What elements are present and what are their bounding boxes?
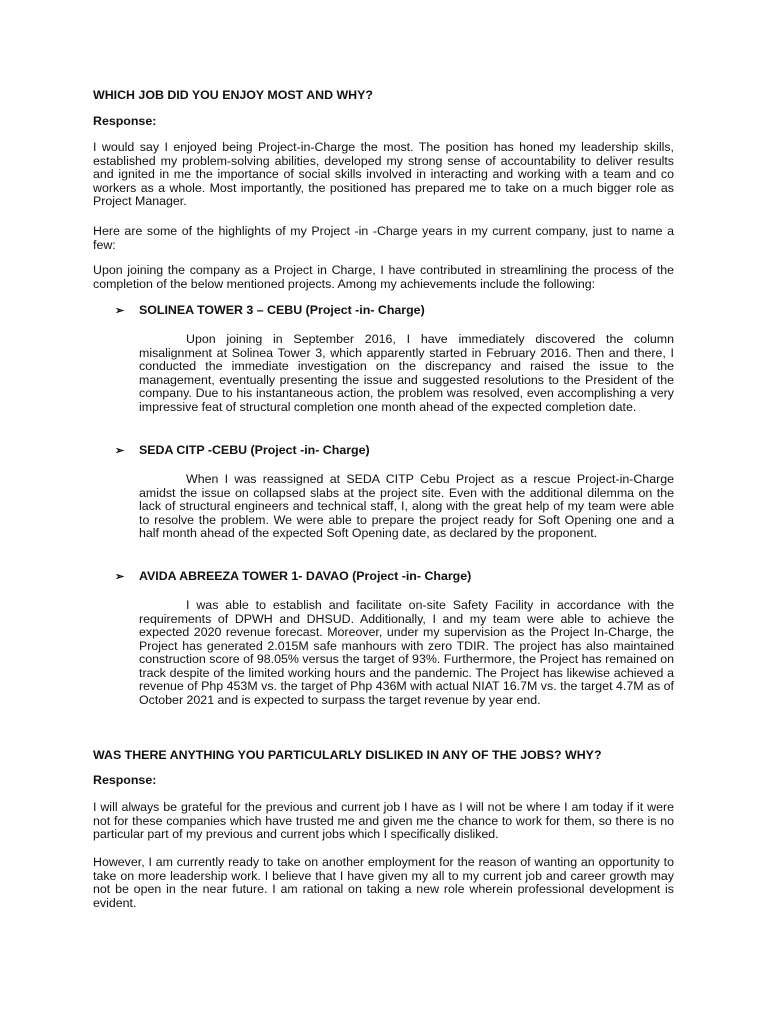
paragraph-intro: I would say I enjoyed being Project-in-Charge the most. The position has honed my leadership skills, established my problem-solving abilities, developed my strong sense of accountability to deliver results and ignited in me the importance of social skills involved in interacting and working with a team and co workers as a whole. Most importantly, the positioned has prepared me to take on a much bigger role as Project Manager. — [93, 140, 674, 208]
arrow-bullet-icon: ➢ — [115, 305, 125, 317]
project-heading-solinea — [115, 304, 675, 319]
project-title: SEDA CITP -CEBU (Project -in- Charge) — [139, 443, 370, 457]
question-heading-2: WAS THERE ANYTHING YOU PARTICULARLY DISLIKED IN ANY OF THE JOBS? WHY? — [93, 748, 602, 762]
project-title: AVIDA ABREEZA TOWER 1- DAVAO (Project -in- Charge) — [139, 569, 472, 583]
arrow-bullet-icon: ➢ — [115, 445, 125, 457]
response-label-2: Response: — [93, 773, 157, 787]
project-title: SOLINEA TOWER 3 – CEBU (Project -in- Charge) — [139, 303, 425, 317]
paragraph-grateful: I will always be grateful for the previous and current job I have as I will not be where I am today if it were not for these companies which have trusted me and given me the chance to work for them, so there is no particular part of my previous and current jobs which I specifically disliked. — [93, 800, 674, 841]
project-body-avida: I was able to establish and facilitate on-site Safety Facility in accordance with the requirements of DPWH and DHSUD. Additionally, I and my team were able to achieve the expected 2020 revenue forecast. Moreover, under my supervision as the Project In-Charge, the Project has generated 2.015M safe manhours with zero TDIR. The project has also maintained construction score of 98.05% versus the target of 93%. Furthermore, the Project has remained on track despite of the limited working hours and the pandemic. The Project has likewise achieved a revenue of Php 453M vs. the target of Php 436M with actual NIAT 16.7M vs. the target 4.7M as of October 2021 and is expected to surpass the target revenue by year end. — [139, 598, 674, 707]
paragraph-highlights: Here are some of the highlights of my Project -in -Charge years in my current company, just to name a few: — [93, 224, 674, 252]
arrow-bullet-icon: ➢ — [115, 571, 125, 583]
project-body-solinea: Upon joining in September 2016, I have immediately discovered the column misalignment at Solinea Tower 3, which apparently started in February 2016. Then and there, I conducted the immediate investigation on the discrepancy and raised the issue to the management, eventually presenting the issue and suggested resolutions to the President of the company. Due to his instantaneous action, the problem was resolved, even accomplishing a very impressive feat of structural completion one month ahead of the expected completion date. — [139, 332, 674, 414]
response-label-1: Response: — [93, 114, 157, 128]
question-heading-1: WHICH JOB DID YOU ENJOY MOST AND WHY? — [93, 88, 373, 102]
paragraph-ready: However, I am currently ready to take on another employment for the reason of wanting an opportunity to take on more leadership work. I believe that I have given my all to my current job and career growth may not be open in the near future. I am rational on taking a new role wherein professional development is evident. — [93, 855, 674, 910]
project-body-seda: When I was reassigned at SEDA CITP Cebu Project as a rescue Project-in-Charge amidst the issue on collapsed slabs at the project site. Even with the additional dilemma on the lack of structural engineers and technical staff, I, along with the great help of my team were able to resolve the problem. We were able to prepare the project ready for Soft Opening one and a half month ahead of the expected Soft Opening date, as declared by the proponent. — [139, 472, 674, 540]
project-heading-seda — [115, 444, 675, 459]
paragraph-achievements: Upon joining the company as a Project in Charge, I have contributed in streamlining the process of the completion of the below mentioned projects. Among my achievements include the following: — [93, 263, 674, 291]
project-heading-avida — [115, 570, 675, 585]
